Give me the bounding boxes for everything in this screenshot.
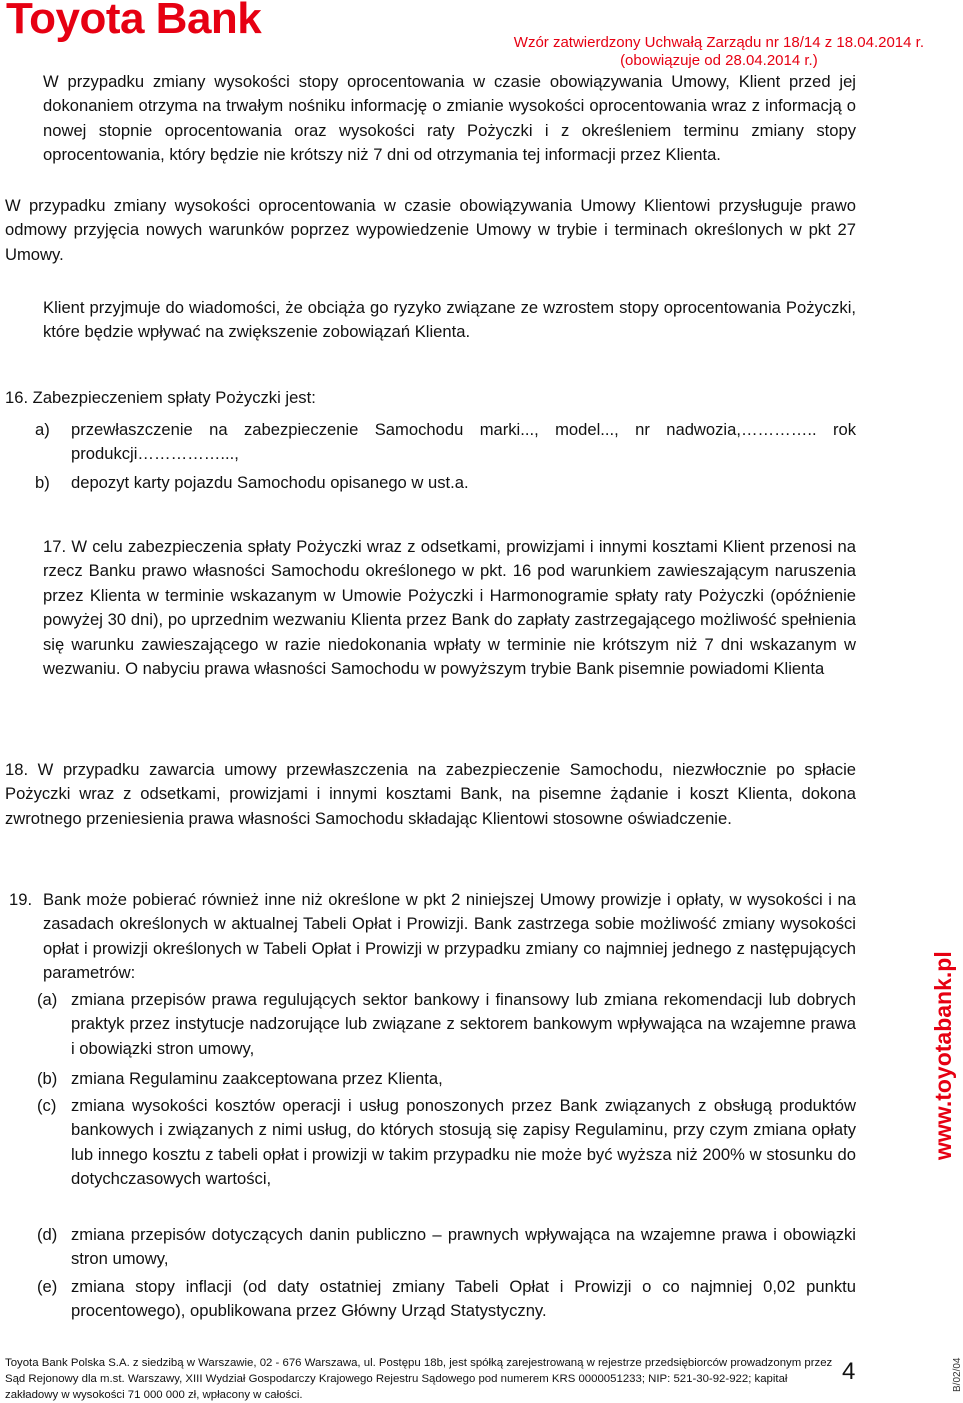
section-18: 18. W przypadku zawarcia umowy przewłaszczenia na zabezpieczenie Samochodu, niezwłocznie po spłacie Pożyczki wraz z odsetkami, prowizjami i innymi kosztami Bank, na pisemne żądanie i koszt Klienta, dokona zwrotnego przeniesienia prawa własności Samochodu składając Klientowi stosowne oświadczenie. — [5, 760, 856, 828]
item-text: zmiana przepisów prawa regulujących sektor bankowy i finansowy lub zmiana rekomendacji lub dobrych praktyk przez instytucje nadzorujące lub związane z sektorem bankowym wpływająca na wzajemne prawa i obowiązki stron umowy, — [71, 990, 856, 1058]
item-marker: a) — [35, 420, 50, 439]
item-text: przewłaszczenie na zabezpieczenie Samochodu marki..., model..., nr nadwozia,………….. rok produkcji……………..., — [71, 420, 856, 464]
item-text: zmiana stopy inflacji (od daty ostatniej zmiany Tabeli Opłat i Prowizji o co najmniej 0,02 punktu procentowego), opublikowana przez Główny Urząd Statystyczny. — [71, 1277, 856, 1321]
website-watermark: www.toyotabank.pl — [930, 951, 956, 1160]
section-16-heading: 16. Zabezpieczeniem spłaty Pożyczki jest: — [5, 388, 316, 407]
item-text: zmiana Regulaminu zaakceptowana przez Klienta, — [71, 1069, 443, 1088]
list-19-item-b — [37, 1067, 856, 1091]
item-marker: b) — [35, 473, 50, 492]
approval-line-1: Wzór zatwierdzony Uchwałą Zarządu nr 18/14 z 18.04.2014 r. — [513, 34, 924, 51]
section-16-item-a — [35, 418, 856, 467]
item-marker: (e) — [37, 1277, 58, 1296]
approval-note — [514, 34, 924, 70]
item-text: depozyt karty pojazdu Samochodu opisanego w ust.a. — [71, 473, 469, 492]
item-text: zmiana przepisów dotyczących danin publiczno – prawnych wpływająca na wzajemne prawa i obowiązki stron umowy, — [71, 1225, 856, 1269]
paragraph-rate-risk: Klient przyjmuje do wiadomości, że obciąża go ryzyko związane ze wzrostem stopy oprocentowania Pożyczki, które będzie wpływać na zwiększenie zobowiązań Klienta. — [43, 298, 856, 342]
list-19-item-a — [37, 988, 856, 1061]
page-number: 4 — [842, 1358, 856, 1385]
section-16-item-b — [35, 471, 856, 495]
bank-logo: Toyota Bank — [6, 0, 262, 43]
paragraph-rate-change-notice: W przypadku zmiany wysokości stopy oprocentowania w czasie obowiązywania Umowy, Klient przed jej dokonaniem otrzyma na trwałym nośniku informację o zmianie wysokości oprocentowania wraz z informacją o nowej stopnie oprocentowania oraz wysokości raty Pożyczki i z określeniem terminu zmiany stopy oprocentowania, który będzie nie krótszy niż 7 dni od otrzymania tej informacji przez Klienta. — [43, 72, 856, 165]
item-marker: (d) — [37, 1225, 58, 1244]
item-text: zmiana wysokości kosztów operacji i usług ponoszonych przez Bank związanych z obsługą produktów bankowych i związanych z nimi usług, do których stosują się zapisy Regulaminu, przy czym zmiana opłaty lub innego kosztu z tabeli opłat i prowizji w takim przypadku nie może być wyższa niż 200% w stosunku do dotychczasowych wartości, — [71, 1096, 856, 1189]
section-19-text: Bank może pobierać również inne niż określone w pkt 2 niniejszej Umowy prowizje i opłaty, w wysokości i na zasadach określonych w aktualnej Tabeli Opłat i Prowizji. Bank zastrzega sobie możliwość zmiany wysokości opłat i prowizji określonych w Tabeli Opłat i Prowizji w przypadku zmiany co najmniej jednego z następujących parametrów: — [43, 890, 856, 983]
section-17: 17. W celu zabezpieczenia spłaty Pożyczki wraz z odsetkami, prowizjami i innymi kosztami Klient przenosi na rzecz Banku prawo własności Samochodu określonego w pkt. 16 pod warunkiem zawieszającym naruszenia przez Klienta w terminie wskazanym w Umowie Pożyczki i Harmonogramie spłaty raty Pożyczki (opóźnienie powyżej 30 dni), po uprzednim wezwaniu Klienta przez Bank do zapłaty zastrzegającego możliwość spełnienia się warunku zawieszającego w razie niedokonania wpłaty w terminie nie krótszym niż 7 dni wskazanym w wezwaniu. O nabyciu prawa własności Samochodu w powyższym trybie Bank pisemnie powiadomi Klienta — [43, 537, 856, 679]
footer-legal-text: Toyota Bank Polska S.A. z siedzibą w Warszawie, 02 - 676 Warszawa, ul. Postępu 18b, jest spółką zarejestrowaną w rejestrze przedsiębiorców prowadzonym przez Sąd Rejonowy dla m.st. Warszawy, XIII Wydział Gospodarczy Krajowego Rejestru Sądowego pod numerem KRS 0000051233; NIP: 521-30-92-922; kapitał zakładowy w wysokości 71 000 000 zł, wpłacony w całości. — [5, 1357, 833, 1401]
item-marker: (c) — [37, 1096, 57, 1115]
list-19-item-c — [37, 1094, 856, 1192]
paragraph-right-to-refuse: W przypadku zmiany wysokości oprocentowania w czasie obowiązywania Umowy Klientowi przysługuje prawo odmowy przyjęcia nowych warunków poprzez wypowiedzenie Umowy w trybie i terminach określonych w pkt 27 Umowy. — [5, 196, 856, 264]
list-19-item-e — [37, 1275, 856, 1324]
form-code: B/02/04 — [952, 1357, 963, 1392]
item-marker: (b) — [37, 1069, 58, 1088]
list-19-item-d — [37, 1223, 856, 1272]
section-19 — [5, 888, 856, 986]
approval-line-2: (obowiązuje od 28.04.2014 r.) — [620, 52, 818, 69]
item-marker: (a) — [37, 990, 58, 1009]
section-19-number: 19. — [9, 890, 33, 909]
